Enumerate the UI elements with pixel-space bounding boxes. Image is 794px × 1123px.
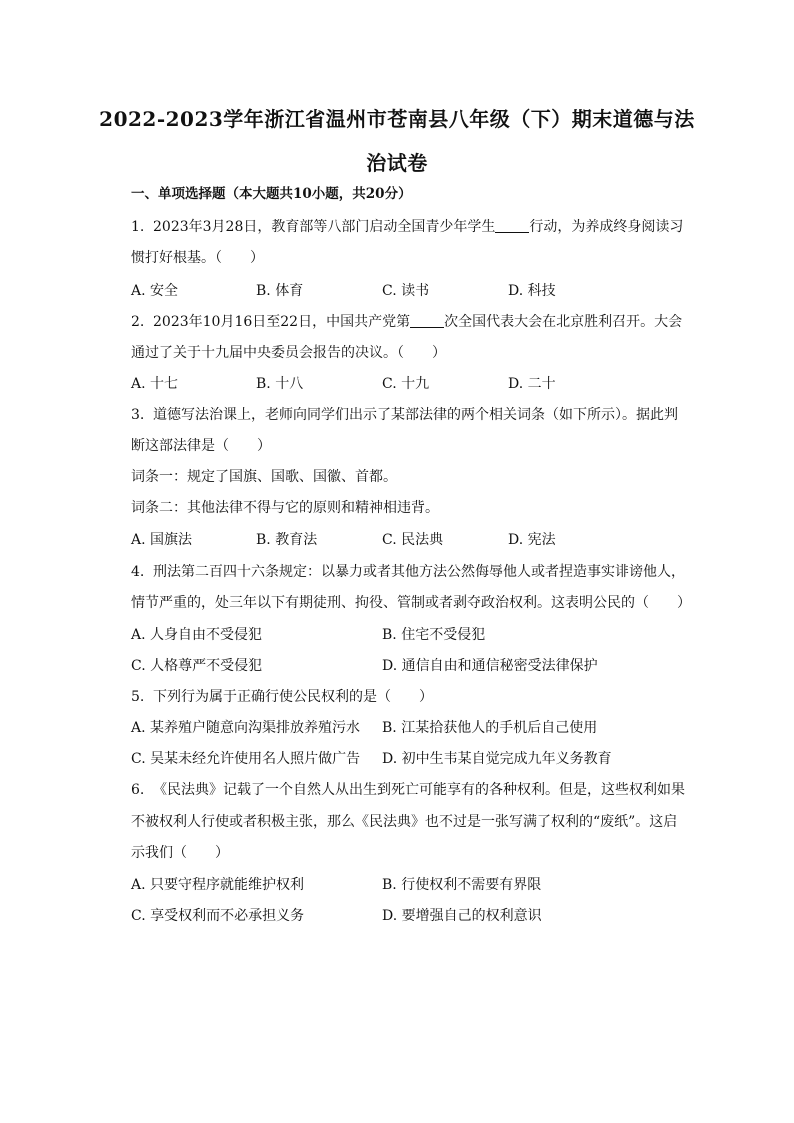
question-number: 1.: [131, 219, 145, 235]
question-number: 2.: [131, 314, 145, 330]
answer-blank: [495, 218, 529, 233]
option-c: C. 十九: [382, 376, 430, 392]
option-b: B. 体育: [256, 283, 304, 299]
option-d: D. 二十: [508, 376, 556, 392]
option-d: D. 科技: [508, 283, 556, 299]
option-b: B. 住宅不受侵犯: [382, 627, 486, 643]
option-c: C. 读书: [382, 283, 430, 299]
question-text: 情节严重的，处三年以下有期徒刑、拘役、管制或者剥夺政治权利。这表明公民的（ ）: [131, 595, 691, 611]
option-c: C. 民法典: [382, 532, 444, 548]
answer-blank: [410, 313, 444, 328]
section-heading: 一、单项选择题（本大题共10小题，共20分）: [131, 186, 412, 202]
question-4: [131, 561, 685, 581]
question-number: 6.: [131, 782, 145, 798]
question-text: 通过了关于十九届中央委员会报告的决议。（ ）: [131, 345, 446, 361]
question-6: [131, 779, 685, 799]
option-c: C. 人格尊严不受侵犯: [131, 658, 263, 674]
option-b: B. 教育法: [256, 532, 318, 548]
question-3: [131, 404, 678, 424]
question-5: [131, 686, 433, 706]
option-a: A. 国旗法: [131, 532, 193, 548]
option-b: B. 江某拾获他人的手机后自己使用: [382, 720, 598, 736]
question-text: 行动，为养成终身阅读习: [529, 219, 684, 235]
option-a: A. 只要守程序就能维护权利: [131, 877, 305, 893]
option-d: D. 初中生韦某自觉完成九年义务教育: [382, 751, 612, 767]
question-text: 词条一：规定了国旗、国歌、国徽、首都。: [131, 469, 397, 485]
question-number: 4.: [131, 564, 145, 580]
question-text: 2023年3月28日，教育部等八部门启动全国青少年学生: [153, 219, 496, 235]
exam-title-line1: 2022-2023学年浙江省温州市苍南县八年级（下）期末道德与法: [99, 107, 695, 131]
question-text: 词条二：其他法律不得与它的原则和精神相违背。: [131, 500, 439, 516]
question-number: 5.: [131, 689, 145, 705]
question-2: [131, 311, 682, 331]
question-1: [131, 216, 683, 236]
option-a: A. 人身自由不受侵犯: [131, 627, 263, 643]
option-b: B. 十八: [256, 376, 304, 392]
question-text: 示我们（ ）: [131, 845, 229, 861]
question-text: 道德写法治课上，老师向同学们出示了某部法律的两个相关词条（如下所示）。据此判: [153, 407, 678, 423]
option-c: C. 享受权利而不必承担义务: [131, 908, 305, 924]
question-text: 下列行为属于正确行使公民权利的是（ ）: [153, 689, 433, 705]
option-d: D. 通信自由和通信秘密受法律保护: [382, 658, 598, 674]
option-a: A. 十七: [131, 376, 179, 392]
question-text: 断这部法律是（ ）: [131, 438, 271, 454]
question-text: 2023年10月16日至22日，中国共产党第: [153, 314, 411, 330]
question-text: 《民法典》记载了一个自然人从出生到死亡可能享有的各种权利。但是，这些权利如果: [153, 782, 685, 798]
option-d: D. 宪法: [508, 532, 556, 548]
option-a: A. 某养殖户随意向沟渠排放养殖污水: [131, 720, 361, 736]
exam-title-line2: 治试卷: [366, 151, 428, 175]
question-text: 惯打好根基。（ ）: [131, 250, 264, 266]
question-number: 3.: [131, 407, 145, 423]
option-c: C. 吴某未经允许使用名人照片做广告: [131, 751, 361, 767]
question-text: 刑法第二百四十六条规定：以暴力或者其他方法公然侮辱他人或者捏造事实诽谤他人，: [153, 564, 685, 580]
question-text: 不被权利人行使或者积极主张，那么《民法典》也不过是一张写满了权利的“废纸”。这启: [131, 814, 678, 830]
option-a: A. 安全: [131, 283, 179, 299]
option-b: B. 行使权利不需要有界限: [382, 877, 542, 893]
option-d: D. 要增强自己的权利意识: [382, 908, 542, 924]
question-text: 次全国代表大会在北京胜利召开。大会: [444, 314, 683, 330]
